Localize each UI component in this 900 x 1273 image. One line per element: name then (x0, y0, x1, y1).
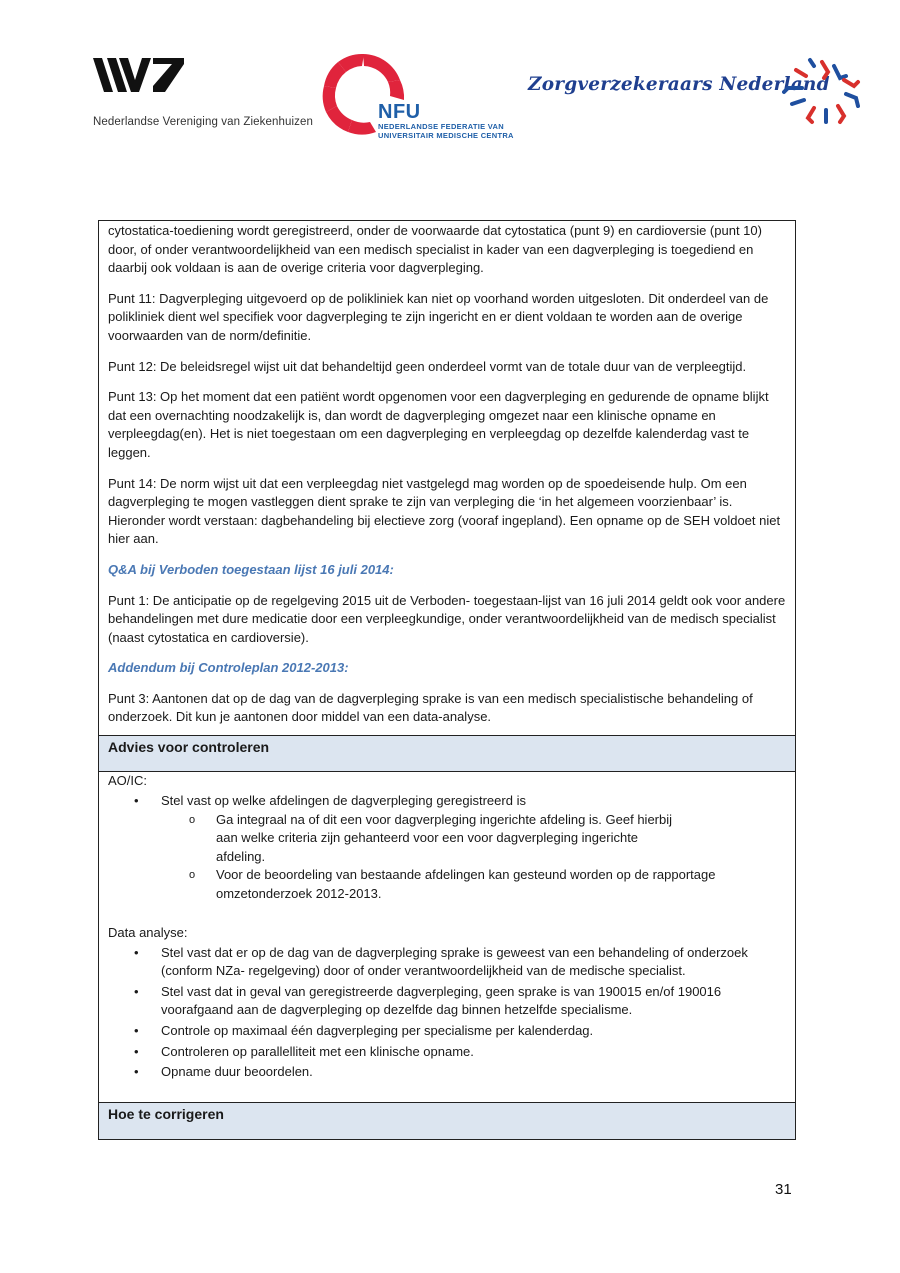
zn-figures-ring-icon (782, 56, 864, 126)
data-analyse-item-text: Stel vast dat in geval van geregistreerde dagverpleging, geen sprake is van 190015 en/of 190016 voorafgaand aan de dagverpleging op dezelfde dag binnen hetzelfde specialisme. (161, 983, 722, 1018)
paragraph-cytostatica: cytostatica-toediening wordt geregistreerd, onder de voorwaarde dat cytostatica (punt 9) en cardioversie (punt 10) door, of onder verantwoordelijkheid van een medisch specialist in kader van een dagverpleging is toegediend en daarbij ook voldaan is aan de overige criteria voor dagverpleging. (108, 223, 762, 276)
nfu-abbr: NFU (378, 101, 421, 123)
content-cell (99, 221, 795, 736)
aoic-label: AO/IC: (108, 773, 148, 789)
corrigeren-section-header (99, 1103, 795, 1139)
nfu-logo (318, 50, 528, 140)
data-analyse-item-text: Stel vast dat er op de dag van de dagverpleging sprake is geweest van een behandeling of onderzoek (conform NZa- regelgeving) door of onder verantwoordelijkheid van de medische specialist. (161, 944, 748, 979)
sub-bullet-icon: o (189, 869, 196, 882)
data-analyse-item-text: Opname duur beoordelen. (161, 1064, 313, 1080)
paragraph-punt-12: Punt 12: De beleidsregel wijst uit dat behandeltijd geen onderdeel vormt van de totale duur van de verpleegtijd. (108, 358, 747, 374)
document-table (98, 220, 796, 1140)
data-analyse-item-text: Controleren op parallelliteit met een klinische opname. (161, 1043, 474, 1059)
paragraph-punt-13: Punt 13: Op het moment dat een patiënt wordt opgenomen voor een dagverpleging en gedurende de opname blijkt dat een overnachting noodzakelijk is, dan wordt de dagverpleging omgezet naar een klinische opname en verpleegdag(en). Het is niet toegestaan om een dagverpleging en verpleegdag op dezelfde kalenderdag vast te leggen. (108, 389, 769, 460)
nfu-line-2: UNIVERSITAIR MEDISCHE CENTRA (378, 131, 514, 140)
data-analyse-label: Data analyse: (108, 924, 188, 940)
nvz-logo (93, 58, 323, 128)
aoic-subitem-text: Ga integraal na of dit een voor dagverpleging ingerichte afdeling is. Geef hierbij aan welke criteria zijn gehanteerd voor een voor dagverpleging ingerichte afdeling. (216, 811, 673, 864)
aoic-subitem (108, 811, 786, 867)
data-analyse-item (108, 944, 786, 981)
aoic-item-text: Stel vast op welke afdelingen de dagverpleging geregistreerd is (161, 793, 526, 809)
paragraph-punt-14: Punt 14: De norm wijst uit dat een verpleegdag niet vastgelegd mag worden op de spoedeisende hulp. Om een dagverpleging te mogen vastleggen dient sprake te zijn van verpleging die ‘in het algemeen voorzienbaar’ is. Hieronder wordt verstaan: dagbehandeling bij electieve zorg (vooraf ingepland). Een opname op de SEH voldoet niet hier aan. (108, 475, 781, 547)
sub-bullet-icon: o (189, 813, 196, 826)
bullet-icon: • (134, 983, 139, 999)
nvz-subtitle: Nederlandse Vereniging van Ziekenhuizen (93, 116, 313, 128)
bullet-icon: • (134, 1043, 139, 1059)
aoic-subitem-text: Voor de beoordeling van bestaande afdelingen kan gesteund worden op de rapportage omzetonderzoek 2012-2013. (216, 867, 716, 902)
nvz-logo-mark-icon (93, 58, 185, 92)
corrigeren-heading: Hoe te corrigeren (108, 1105, 224, 1122)
zn-logo-text: Zorgverzekeraars Nederland (528, 74, 830, 95)
data-analyse-item (108, 1043, 786, 1062)
nfu-line-1: NEDERLANDSE FEDERATIE VAN (378, 122, 504, 131)
nfu-text (378, 102, 514, 140)
bullet-icon: • (134, 793, 139, 809)
page-number: 31 (775, 1181, 792, 1198)
aoic-list (108, 792, 786, 904)
addendum-paragraph: Punt 3: Aantonen dat op de dag van de dagverpleging sprake is van een medisch specialistische behandeling of onderzoek. Dit kun je aantonen door middel van een data-analyse. (108, 690, 753, 725)
data-analyse-item (108, 1063, 786, 1082)
data-analyse-list (108, 944, 786, 1082)
advies-cell (99, 772, 795, 1103)
bullet-icon: • (134, 1064, 139, 1080)
bullet-icon: • (134, 1023, 139, 1038)
data-analyse-item (108, 1022, 786, 1041)
data-analyse-item-text: Controle op maximaal één dagverpleging per specialisme per kalenderdag. (161, 1023, 594, 1038)
advies-heading: Advies voor controleren (108, 739, 270, 756)
aoic-subitem (108, 866, 786, 903)
advies-section-header (99, 736, 795, 772)
aoic-list-item (108, 792, 786, 904)
qa-heading: Q&A bij Verboden toegestaan lijst 16 juli 2014: (108, 561, 394, 577)
addendum-heading: Addendum bij Controleplan 2012-2013: (108, 660, 349, 676)
aoic-sublist (108, 811, 786, 904)
paragraph-punt-11: Punt 11: Dagverpleging uitgevoerd op de polikliniek kan niet op voorhand worden uitgesloten. Dit onderdeel van de polikliniek dient wel specifiek voor dagverpleging te zijn ingericht en er dient voldaan te worden aan de overige voorwaarden van de norm/definitie. (108, 290, 769, 343)
bullet-icon: • (134, 944, 139, 960)
qa-paragraph: Punt 1: De anticipatie op de regelgeving 2015 uit de Verboden- toegestaan-lijst van 16 juli 2014 geldt ook voor andere behandelingen met dure medicatie door een verpleegkundige, onder verantwoordelijkheid van de medisch specialist (naast cytostatica en cardioversie). (108, 592, 786, 645)
zn-logo (528, 56, 868, 126)
data-analyse-item (108, 983, 786, 1020)
